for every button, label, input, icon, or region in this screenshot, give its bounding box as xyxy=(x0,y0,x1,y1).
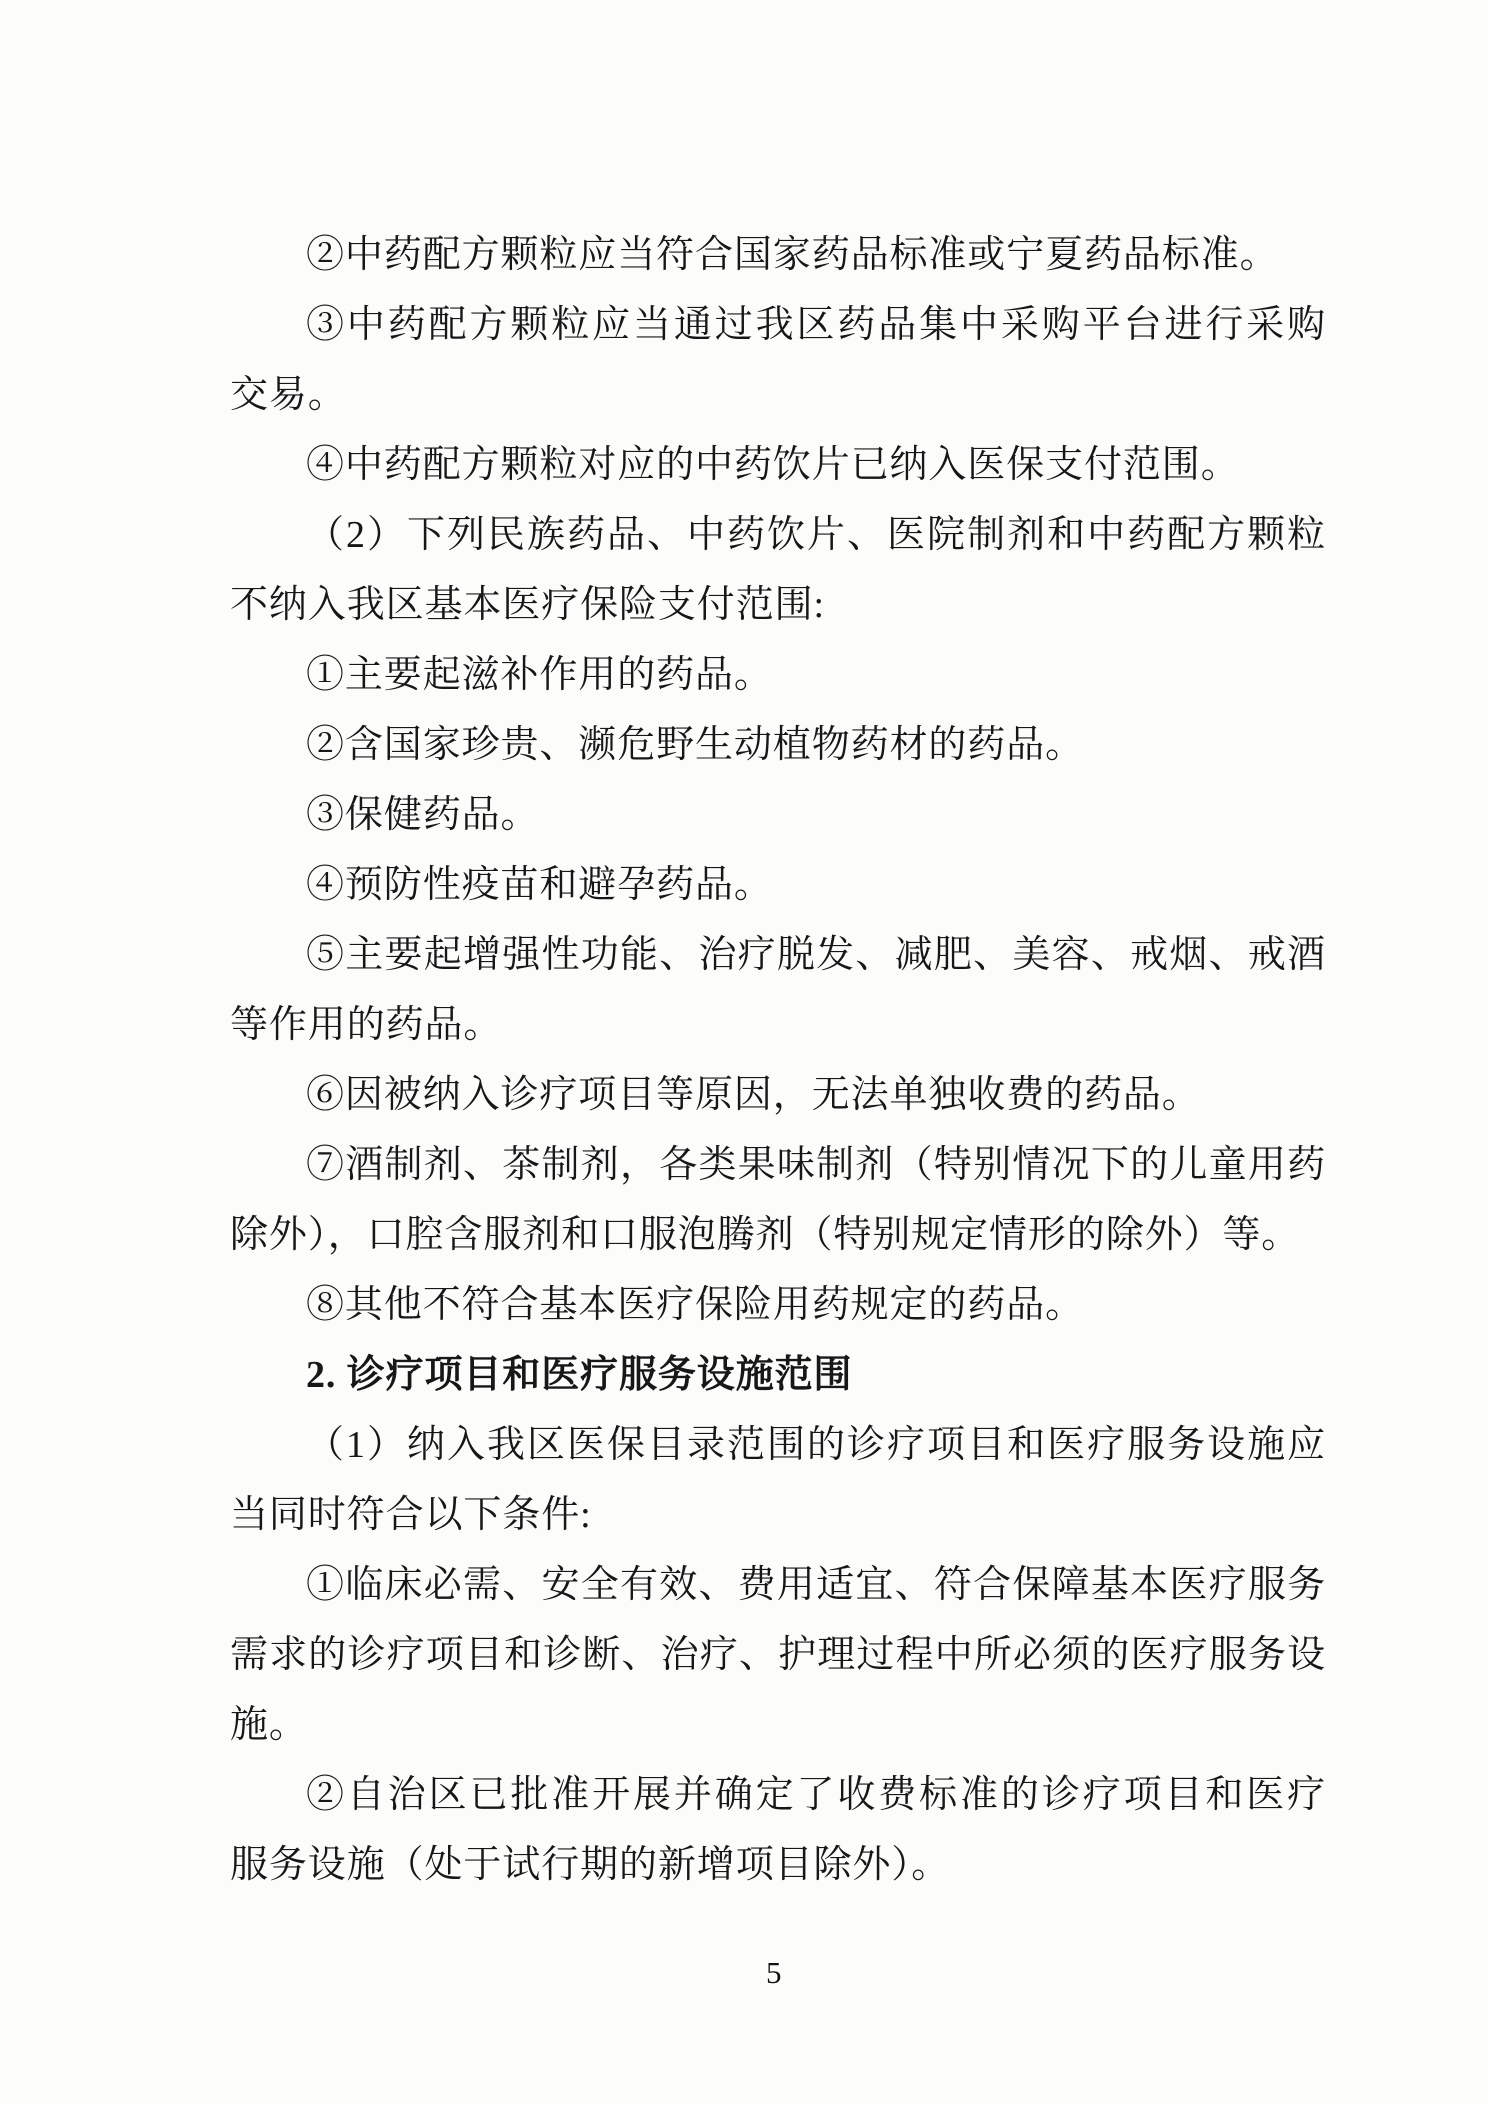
doc-line: 当同时符合以下条件: xyxy=(230,1494,592,1536)
doc-line: ②中药配方颗粒应当符合国家药品标准或宁夏药品标准。 xyxy=(306,234,1279,276)
doc-line: ③中药配方颗粒应当通过我区药品集中采购平台进行采购 xyxy=(306,304,1326,346)
doc-line: 除外），口腔含服剂和口服泡腾剂（特别规定情形的除外）等。 xyxy=(230,1214,1301,1256)
page-number: 5 xyxy=(766,1955,782,1990)
doc-line: ①主要起滋补作用的药品。 xyxy=(306,654,773,696)
doc-line: ②自治区已批准开展并确定了收费标准的诊疗项目和医疗 xyxy=(306,1774,1326,1816)
doc-line: 服务设施（处于试行期的新增项目除外）。 xyxy=(230,1844,951,1886)
doc-line: 等作用的药品。 xyxy=(230,1004,503,1046)
doc-line: 施。 xyxy=(230,1704,308,1746)
doc-line: ⑦酒制剂、茶制剂，各类果味制剂（特别情况下的儿童用药 xyxy=(306,1144,1326,1186)
doc-line: ②含国家珍贵、濒危野生动植物药材的药品。 xyxy=(306,724,1085,766)
doc-line: （2）下列民族药品、中药饮片、医院制剂和中药配方颗粒 xyxy=(306,514,1326,556)
doc-line: ⑧其他不符合基本医疗保险用药规定的药品。 xyxy=(306,1284,1085,1326)
doc-line: ⑥因被纳入诊疗项目等原因，无法单独收费的药品。 xyxy=(306,1074,1201,1116)
section-heading: 2. 诊疗项目和医疗服务设施范围 xyxy=(306,1354,853,1396)
doc-line: ④预防性疫苗和避孕药品。 xyxy=(306,864,773,906)
doc-line: ③保健药品。 xyxy=(306,794,540,836)
doc-line: 需求的诊疗项目和诊断、治疗、护理过程中所必须的医疗服务设 xyxy=(230,1634,1326,1676)
doc-line: ⑤主要起增强性功能、治疗脱发、减肥、美容、戒烟、戒酒 xyxy=(306,934,1326,976)
doc-line: （1）纳入我区医保目录范围的诊疗项目和医疗服务设施应 xyxy=(306,1424,1326,1466)
document-body xyxy=(230,220,1326,1900)
doc-line: 不纳入我区基本医疗保险支付范围: xyxy=(230,584,825,626)
doc-line: ①临床必需、安全有效、费用适宜、符合保障基本医疗服务 xyxy=(306,1564,1326,1606)
doc-line: ④中药配方颗粒对应的中药饮片已纳入医保支付范围。 xyxy=(306,444,1240,486)
doc-line: 交易。 xyxy=(230,374,347,416)
